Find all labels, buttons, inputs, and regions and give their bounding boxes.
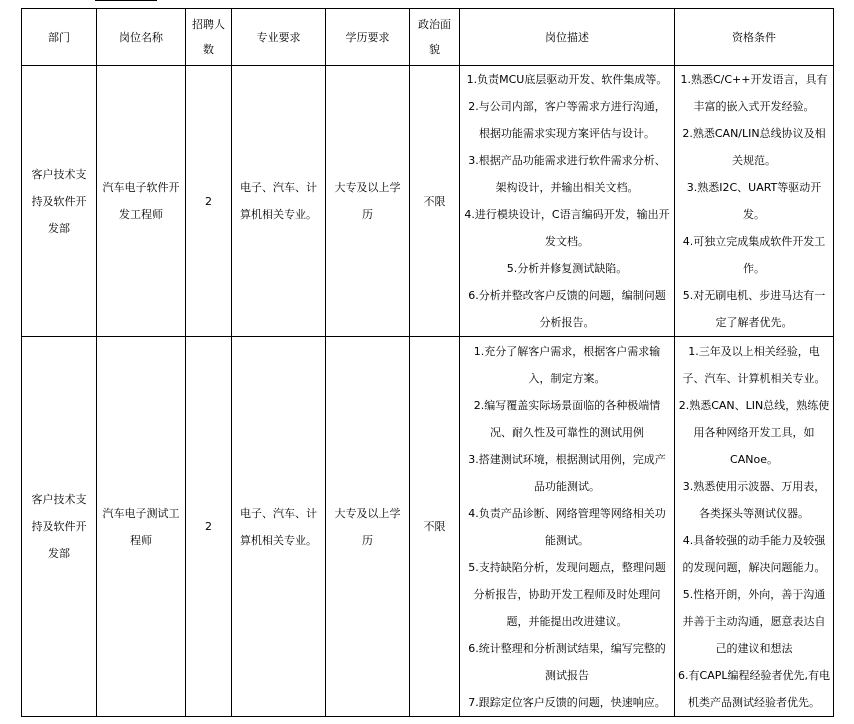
row-politics: 不限: [410, 66, 460, 337]
req-item: 6.有CAPL编程经验者优先,有电机类产品测试经验者优先。: [678, 668, 830, 709]
row-req: [675, 66, 834, 337]
desc-item: 1.充分了解客户需求，根据客户需求输入，制定方案。: [473, 344, 661, 385]
row-edu: 大专及以上学历: [326, 66, 410, 337]
row-req: [675, 337, 834, 717]
req-item: 4.具备较强的动手能力及较强的发现问题，解决问题能力。: [682, 533, 826, 574]
header-politics: 政治面貌: [410, 9, 460, 66]
table-row: [22, 66, 834, 337]
header-desc: 岗位描述: [460, 9, 675, 66]
desc-list: [460, 66, 674, 336]
desc-item: 5.支持缺陷分析，发现问题点，整理问题分析报告，协助开发工程师及时处理问题，并能提出改进建议。: [468, 560, 666, 628]
desc-item: 6.分析并整改客户反馈的问题，编制问题分析报告。: [468, 289, 666, 329]
req-list: [675, 66, 833, 336]
top-rule: [95, 0, 157, 1]
req-item: 3.熟悉使用示波器、万用表，各类探头等测试仪器。: [682, 479, 826, 520]
desc-item: 3.搭建测试环境，根据测试用例，完成产品功能测试。: [468, 452, 666, 493]
job-table: [21, 8, 834, 717]
desc-item: 2.与公司内部，客户等需求方进行沟通，根据功能需求实现方案评估与设计。: [468, 100, 666, 140]
header-major: 专业要求: [232, 9, 326, 66]
row-major: 电子、汽车、计算机相关专业。: [232, 337, 326, 717]
row-count: 2: [186, 337, 232, 717]
desc-item: 7.跟踪定位客户反馈的问题，快速响应。: [468, 695, 666, 709]
row-dept: 客户技术支持及软件开发部: [22, 66, 97, 337]
header-count: 招聘人数: [186, 9, 232, 66]
req-item: 2.熟悉CAN/LIN总线协议及相关规范。: [682, 127, 826, 167]
req-item: 1.三年及以上相关经验，电子、汽车、计算机相关专业。: [682, 344, 826, 385]
desc-list: [460, 338, 674, 716]
req-item: 5.对无刷电机、步进马达有一定了解者优先。: [682, 289, 826, 329]
desc-item: 3.根据产品功能需求进行软件需求分析、架构设计，并输出相关文档。: [468, 154, 666, 194]
desc-item: 5.分析并修复测试缺陷。: [506, 262, 628, 275]
row-edu: 大专及以上学历: [326, 337, 410, 717]
header-dept: 部门: [22, 9, 97, 66]
row-title: 汽车电子软件开发工程师: [97, 66, 186, 337]
row-desc: [460, 66, 675, 337]
header-req: 资格条件: [675, 9, 834, 66]
req-item: 1.熟悉C/C++开发语言，具有丰富的嵌入式开发经验。: [680, 73, 828, 113]
row-title: 汽车电子测试工程师: [97, 337, 186, 717]
row-dept: 客户技术支持及软件开发部: [22, 337, 97, 717]
req-list: [675, 338, 833, 716]
desc-item: 6.统计整理和分析测试结果，编写完整的测试报告: [468, 641, 666, 682]
desc-item: 2.编写覆盖实际场景面临的各种极端情况、耐久性及可靠性的测试用例: [473, 398, 661, 439]
table-row: [22, 337, 834, 717]
header-title: 岗位名称: [97, 9, 186, 66]
desc-item: 1.负责MCU底层驱动开发、软件集成等。: [466, 73, 668, 86]
row-major: 电子、汽车、计算机相关专业。: [232, 66, 326, 337]
desc-item: 4.进行模块设计，C语言编码开发，输出开发文档。: [464, 208, 670, 248]
desc-item: 4.负责产品诊断、网络管理等网络相关功能测试。: [468, 506, 666, 547]
row-count: 2: [186, 66, 232, 337]
req-item: 4.可独立完成集成软件开发工作。: [682, 235, 826, 275]
row-desc: [460, 337, 675, 717]
header-edu: 学历要求: [326, 9, 410, 66]
row-politics: 不限: [410, 337, 460, 717]
req-item: 5.性格开朗，外向，善于沟通并善于主动沟通，愿意表达自己的建议和想法: [682, 587, 826, 655]
req-item: 3.熟悉I2C、UART等驱动开发。: [686, 181, 822, 221]
header-row: [22, 9, 834, 66]
req-item: 2.熟悉CAN、LIN总线，熟练使用各种网络开发工具，如CANoe。: [678, 398, 830, 466]
